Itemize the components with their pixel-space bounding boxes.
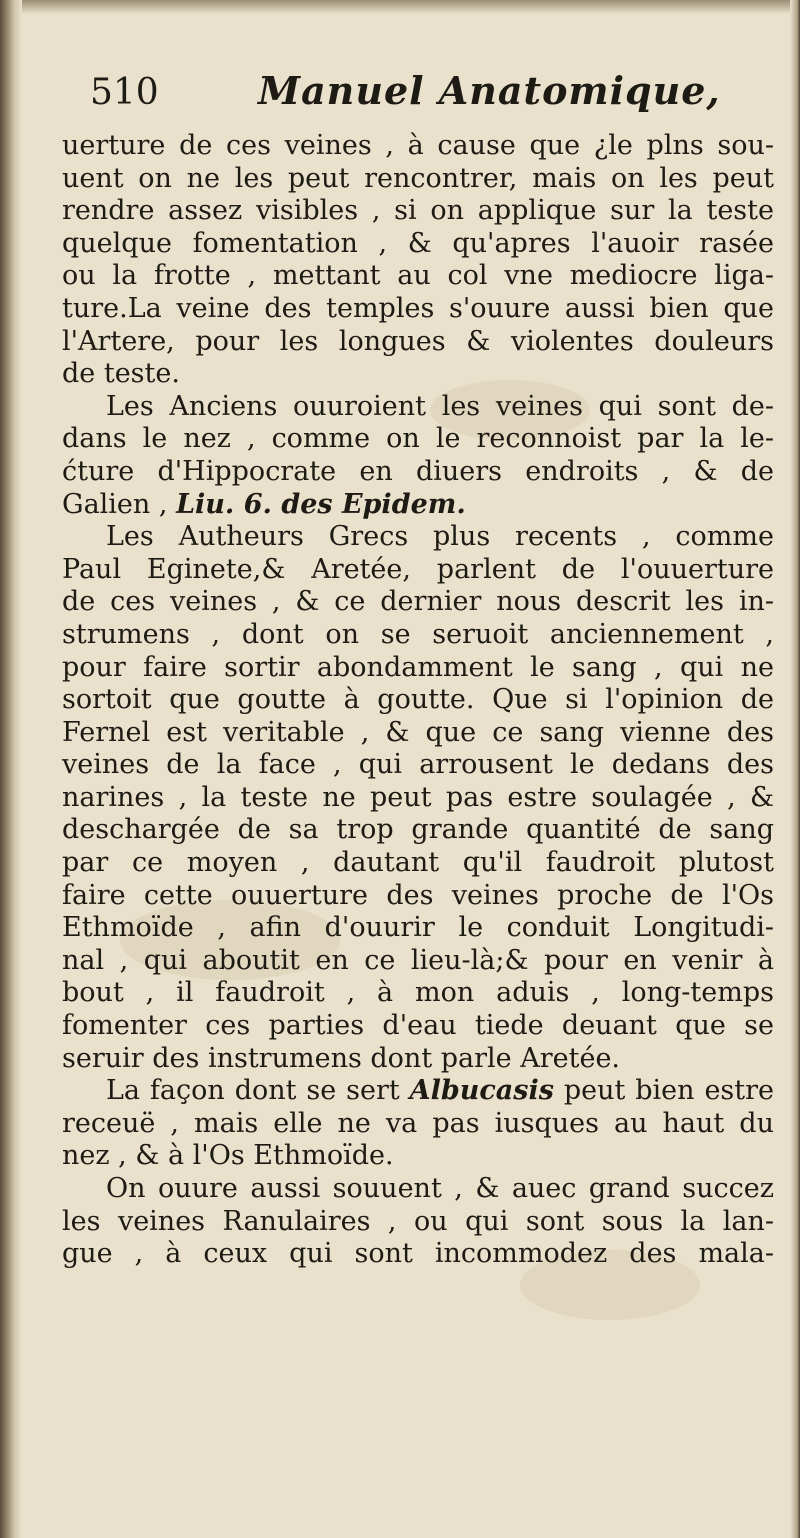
- text-line: [62, 977, 774, 1010]
- line-text: seruir des instrumens dont parle Aretée.: [62, 1042, 621, 1074]
- text-line: [62, 684, 774, 717]
- text-line: [62, 326, 774, 359]
- text-line: [62, 782, 774, 815]
- line-text: fomenter ces parties d'eau tiede deuant que se: [62, 1010, 774, 1042]
- line-text: de ces veines , & ce dernier nous descrit les in-: [62, 586, 774, 618]
- line-text: veines de la face , qui arrousent le dedans des: [62, 749, 774, 781]
- text-line: [62, 586, 774, 619]
- line-text: sortoit que goutte à goutte. Que si l'opinion de: [62, 684, 774, 716]
- text-line: [62, 521, 774, 554]
- text-line: [62, 130, 774, 163]
- line-text: ture.La veine des temples s'ouure aussi bien que: [62, 292, 774, 324]
- italic-reference: Liu. 6. des Epidem.: [176, 488, 466, 520]
- text-line: [62, 1238, 774, 1271]
- text-line: [62, 391, 774, 424]
- line-text: receuë , mais elle ne va pas iusques au haut du: [62, 1107, 774, 1139]
- text-line: [62, 554, 774, 587]
- text-line: [62, 293, 774, 326]
- text-line: [62, 489, 774, 522]
- text-line: [62, 1010, 774, 1043]
- line-text: faire cette ouuerture des veines proche de l'Os: [62, 879, 774, 911]
- text-line: [62, 912, 774, 945]
- page-right-edge: [790, 0, 800, 1538]
- line-text: On ouure aussi souuent , & auec grand succez: [106, 1173, 774, 1204]
- text-line: [62, 1043, 774, 1076]
- text-line: [62, 1173, 774, 1206]
- text-line: [62, 1206, 774, 1239]
- line-text: ou la frotte , mettant au col vne mediocre liga-: [62, 260, 774, 292]
- line-text: quelque fomentation , & qu'apres l'auoir rasée: [62, 227, 774, 259]
- line-text: les veines Ranulaires , ou qui sont sous la lan-: [62, 1205, 774, 1237]
- text-line: [62, 880, 774, 913]
- line-text: nez , & à l'Os Ethmoïde.: [62, 1140, 394, 1172]
- line-text: uerture de ces veines , à cause que ¿le plns sou-: [62, 130, 774, 161]
- text-line: [62, 1140, 774, 1173]
- text-line: [62, 358, 774, 391]
- line-text: gue , à ceux qui sont incommodez des mala-: [62, 1238, 774, 1270]
- text-line: [62, 945, 774, 978]
- line-text: peut bien estre: [553, 1075, 775, 1107]
- body-text: [62, 130, 774, 1271]
- text-line: [62, 814, 774, 847]
- italic-reference: Albucasis: [409, 1075, 554, 1107]
- page-number: 510: [90, 72, 159, 113]
- line-text: Fernel est veritable , & que ce sang vienne des: [62, 716, 774, 748]
- line-text: deschargée de sa trop grande quantité de sang: [62, 814, 774, 846]
- text-line: [62, 163, 774, 196]
- line-text: Paul Eginete,& Aretée, parlent de l'ouuerture: [62, 553, 774, 585]
- text-line: [62, 717, 774, 750]
- line-text: narines , la teste ne peut pas estre soulagée , &: [62, 781, 774, 813]
- text-line: [62, 847, 774, 880]
- text-line: [62, 619, 774, 652]
- text-line: [62, 749, 774, 782]
- line-text: bout , il faudroit , à mon aduis , long-temps: [62, 977, 774, 1009]
- text-line: [62, 423, 774, 456]
- running-title: Manuel Anatomique,: [258, 68, 721, 113]
- line-text: de teste.: [62, 358, 180, 390]
- line-text: l'Artere, pour les longues & violentes douleurs: [62, 325, 774, 357]
- text-line: [62, 260, 774, 293]
- line-text: strumens , dont on se seruoit anciennement ,: [62, 618, 774, 650]
- text-line: [62, 228, 774, 261]
- text-line: [62, 652, 774, 685]
- line-text: Galien ,: [62, 488, 177, 520]
- text-line: [62, 1108, 774, 1141]
- line-text: Ethmoïde , afin d'ouurir le conduit Longitudi-: [62, 912, 774, 944]
- text-line: [62, 195, 774, 228]
- line-text: Les Autheurs Grecs plus recents , comme: [106, 521, 774, 553]
- text-line: [62, 1075, 774, 1108]
- line-text: uent on ne les peut rencontrer, mais on les peut: [62, 162, 774, 194]
- line-text: par ce moyen , dautant qu'il faudroit plutost: [62, 847, 774, 879]
- page-top-edge: [0, 0, 800, 14]
- line-text: rendre assez visibles , si on applique sur la teste: [62, 195, 774, 227]
- line-text: Les Anciens ouuroient les veines qui sont de-: [106, 390, 774, 422]
- line-text: La façon dont se sert: [106, 1075, 410, 1107]
- line-text: ćture d'Hippocrate en diuers endroits , & de: [62, 455, 774, 487]
- line-text: dans le nez , comme on le reconnoist par la le-: [62, 423, 774, 455]
- line-text: pour faire sortir abondamment le sang , qui ne: [62, 651, 774, 683]
- page-header: [90, 68, 721, 128]
- line-text: nal , qui aboutit en ce lieu-là;& pour en venir à: [62, 944, 774, 976]
- binding-gutter: [0, 0, 22, 1538]
- text-line: [62, 456, 774, 489]
